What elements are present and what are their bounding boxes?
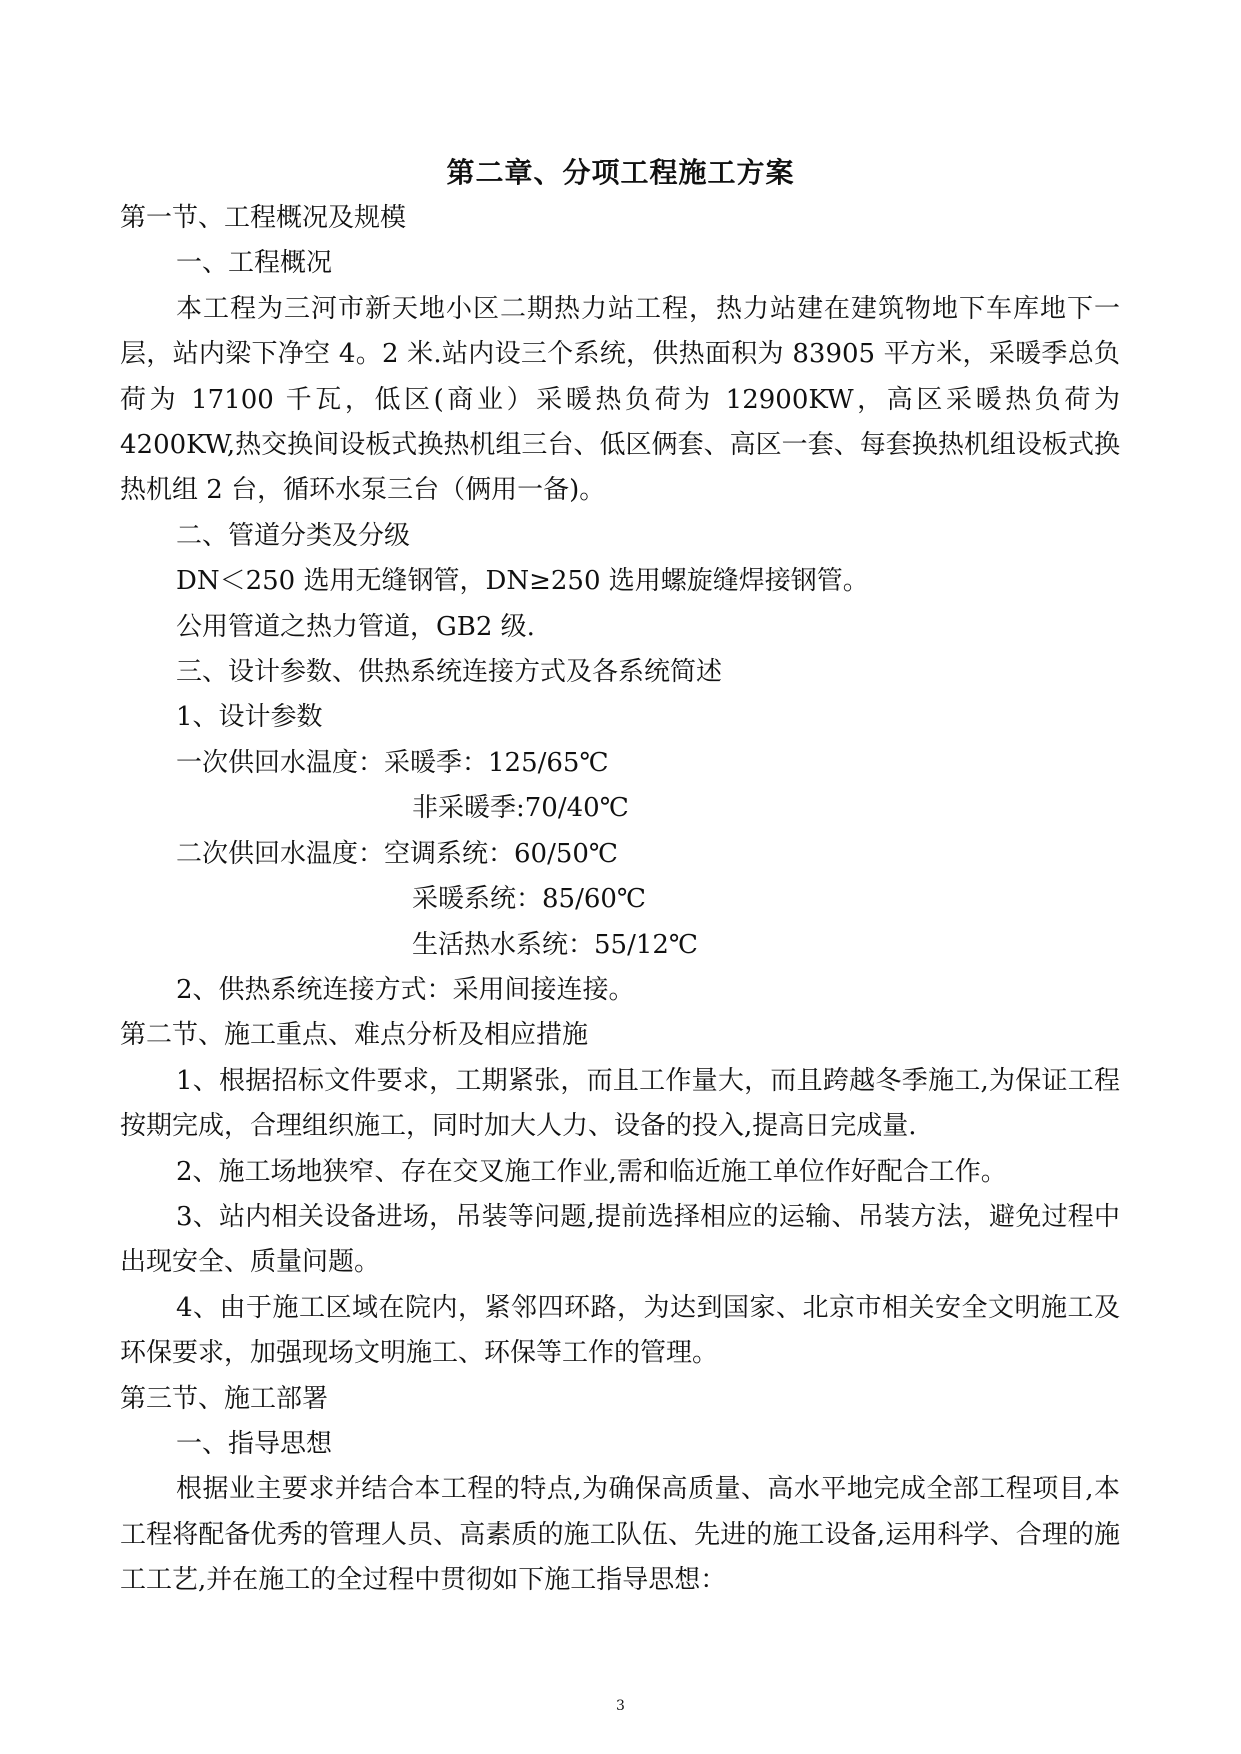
section-heading: 第三节、施工部署 (120, 1383, 329, 1414)
subsection-heading: 一、指导思想 (176, 1428, 333, 1459)
section-heading: 第一节、工程概况及规模 (120, 203, 407, 233)
parameter-line: 一次供回水温度：采暖季：125/65℃ (176, 747, 609, 778)
guide-paragraph: 根据业主要求并结合本工程的特点,为确保高质量、高水平地完成全部工程项目,本工程将配备优秀的管理人员、高素质的施工队伍、先进的施工设备,运用科学、合理的施工工艺,并在施工的全过程中贯彻如下施工指导思想： (120, 1474, 1120, 1596)
subsection-heading: 三、设计参数、供热系统连接方式及各系统简述 (176, 657, 723, 688)
page-number: 3 (616, 1698, 625, 1714)
numbered-heading: 1、设计参数 (176, 702, 323, 733)
subsection-heading: 一、工程概况 (176, 248, 333, 279)
parameter-line: 二次供回水温度：空调系统：60/50℃ (176, 838, 619, 869)
pipe-paragraph: 公用管道之热力管道，GB2 级. (176, 611, 535, 642)
pipe-paragraph: DN＜250 选用无缝钢管，DN≥250 选用螺旋缝焊接钢管。 (176, 566, 869, 597)
document-body (120, 196, 1129, 1604)
list-item: 4、由于施工区域在院内，紧邻四环路，为达到国家、北京市相关安全文明施工及环保要求，加强现场文明施工、环保等工作的管理。 (120, 1292, 1120, 1369)
parameter-line: 生活热水系统：55/12℃ (412, 929, 699, 960)
list-item: 3、站内相关设备进场，吊装等问题,提前选择相应的运输、吊装方法，避免过程中出现安全、质量问题。 (120, 1201, 1120, 1278)
list-item: 1、根据招标文件要求，工期紧张，而且工作量大，而且跨越冬季施工,为保证工程按期完成，合理组织施工，同时加大人力、设备的投入,提高日完成量. (120, 1065, 1120, 1142)
overview-paragraph: 本工程为三河市新天地小区二期热力站工程，热力站建在建筑物地下车库地下一层，站内梁下净空 4。2 米.站内设三个系统，供热面积为 83905 平方米，采暖季总负荷为 17100 千瓦，低区(商业）采暖热负荷为 12900KW，高区采暖热负荷为 4200KW,热交换间设板式换热机组三台、低区俩套、高区一套、每套换热机组设板式换热机组 2 台，循环水泵三台（俩用一备)。 (120, 293, 1129, 506)
numbered-heading: 2、供热系统连接方式：采用间接连接。 (176, 974, 635, 1005)
parameter-line: 采暖系统：85/60℃ (412, 884, 647, 915)
parameter-line: 非采暖季:70/40℃ (412, 793, 629, 824)
subsection-heading: 二、管道分类及分级 (176, 520, 411, 551)
section-heading: 第二节、施工重点、难点分析及相应措施 (120, 1020, 589, 1051)
list-item: 2、施工场地狭窄、存在交叉施工作业,需和临近施工单位作好配合工作。 (176, 1156, 1007, 1187)
chapter-title: 第二章、分项工程施工方案 (446, 156, 795, 189)
